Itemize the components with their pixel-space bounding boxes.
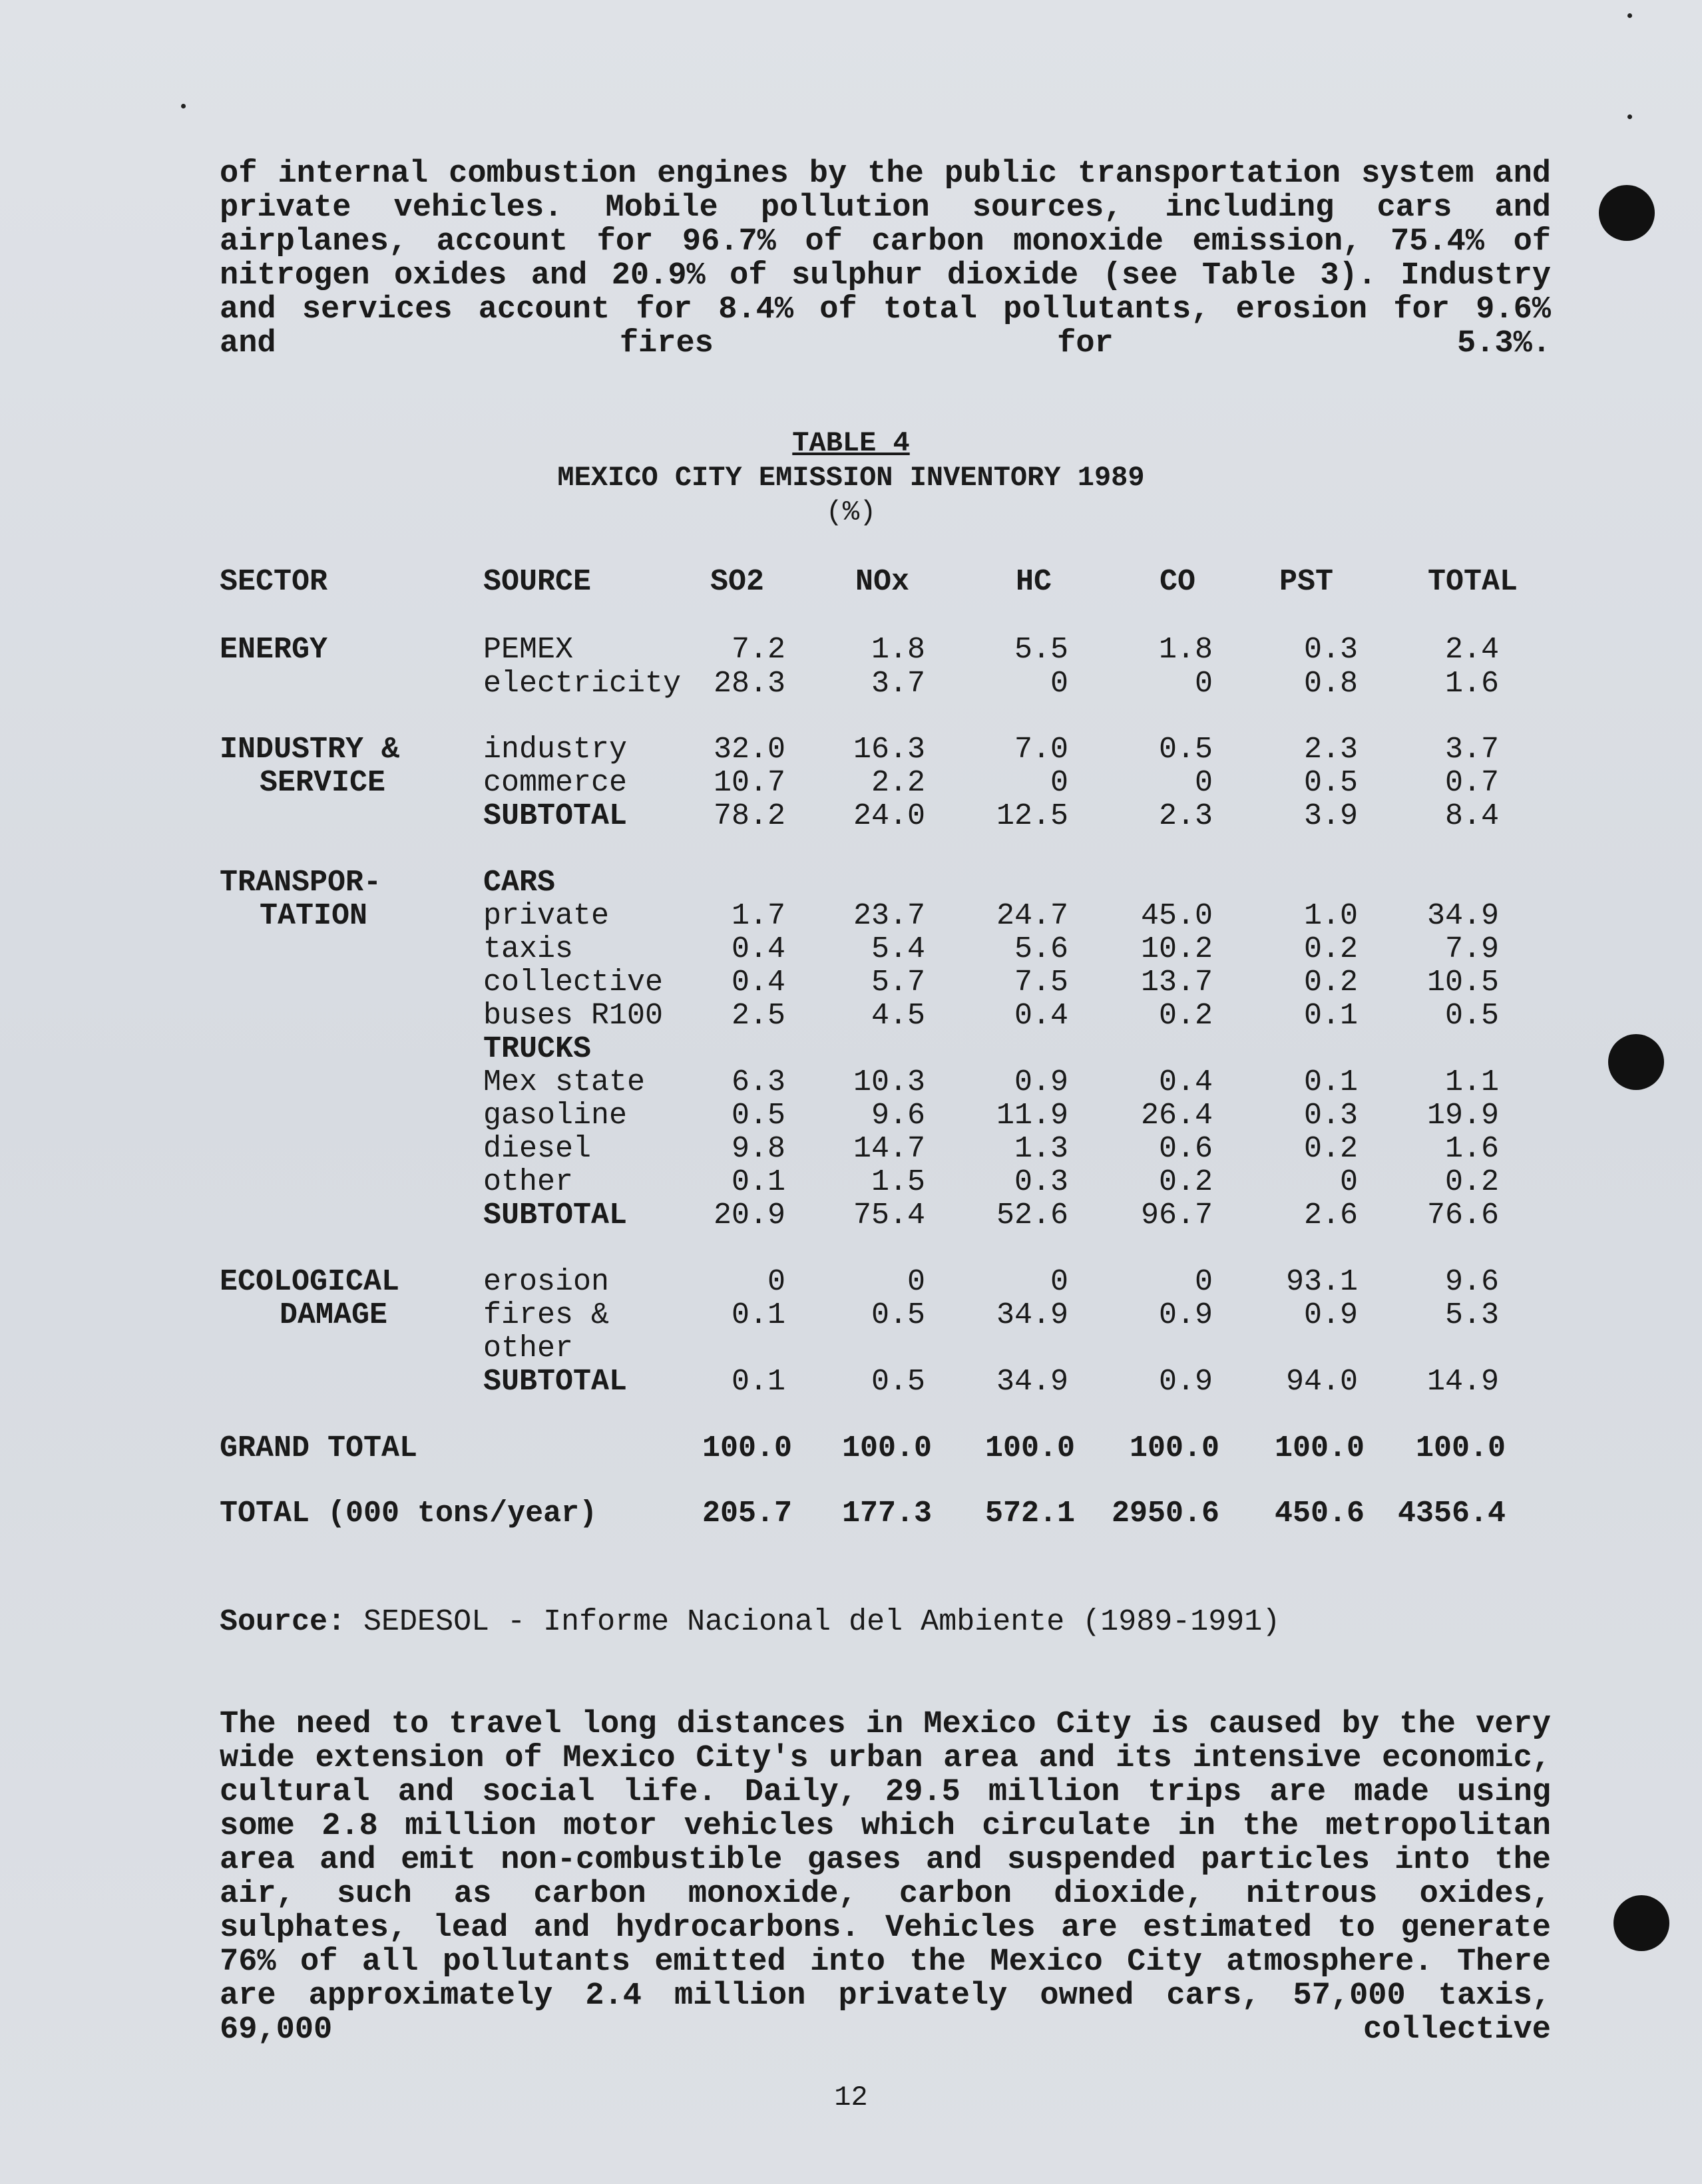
table-cell: 0.4 bbox=[1158, 1065, 1213, 1099]
table-cell: 100.0 bbox=[702, 1431, 792, 1465]
table-cell: 0.8 bbox=[1303, 667, 1358, 701]
table-cell: 34.9 bbox=[1426, 899, 1499, 933]
table-cell: 100.0 bbox=[1415, 1431, 1506, 1465]
page-number: 12 bbox=[834, 2082, 868, 2113]
sector-label: TATION bbox=[260, 899, 368, 933]
sector-label: ECOLOGICAL bbox=[220, 1265, 400, 1299]
table-cell: 5.4 bbox=[871, 932, 925, 966]
header-total: TOTAL bbox=[1427, 565, 1518, 599]
header-sector: SECTOR bbox=[220, 565, 328, 599]
table-cell: 7.9 bbox=[1444, 932, 1499, 966]
table-cell: 5.3 bbox=[1444, 1298, 1499, 1332]
table-cell: 10.3 bbox=[853, 1065, 925, 1099]
source-label: erosion bbox=[483, 1265, 610, 1299]
table-cell: 0 bbox=[1194, 667, 1213, 701]
table-cell: 7.5 bbox=[1014, 966, 1068, 1000]
sector-label: ENERGY bbox=[220, 633, 328, 667]
table-cell: 5.5 bbox=[1014, 633, 1068, 667]
table-cell: 0.9 bbox=[1014, 1065, 1068, 1099]
table-cell: 24.0 bbox=[853, 799, 925, 833]
table-cell: 0 bbox=[767, 1265, 785, 1299]
table-cell: 45.0 bbox=[1140, 899, 1213, 933]
table-cell: 0.5 bbox=[731, 1099, 785, 1133]
table-cell: 0.5 bbox=[1444, 999, 1499, 1033]
header-pst: PST bbox=[1279, 565, 1333, 599]
table-cell: 0.2 bbox=[1303, 966, 1358, 1000]
table-unit: (%) bbox=[825, 496, 877, 528]
table-cell: 100.0 bbox=[1129, 1431, 1219, 1465]
table-cell: 2.6 bbox=[1303, 1198, 1358, 1232]
table-cell: 0.2 bbox=[1158, 1165, 1213, 1199]
table-cell: 0 bbox=[907, 1265, 925, 1299]
table-cell: 0.3 bbox=[1014, 1165, 1068, 1199]
table-cell: 13.7 bbox=[1140, 966, 1213, 1000]
table-cell: 2.3 bbox=[1158, 799, 1213, 833]
table-cell: 94.0 bbox=[1285, 1365, 1358, 1399]
table-cell: 3.9 bbox=[1303, 799, 1358, 833]
table-cell: 450.6 bbox=[1274, 1497, 1365, 1531]
table-cell: 32.0 bbox=[713, 733, 785, 767]
table-cell: 6.3 bbox=[731, 1065, 785, 1099]
table-cell: 5.7 bbox=[871, 966, 925, 1000]
table-cell: 0.1 bbox=[1303, 1065, 1358, 1099]
table-cell: 0.7 bbox=[1444, 766, 1499, 800]
source-label: CARS bbox=[483, 866, 556, 900]
table-cell: 7.2 bbox=[731, 633, 785, 667]
table-cell: 2.5 bbox=[731, 999, 785, 1033]
table-cell: 0.1 bbox=[1303, 999, 1358, 1033]
sector-label: INDUSTRY & bbox=[220, 733, 400, 767]
table-cell: 0 bbox=[1339, 1165, 1358, 1199]
table-cell: 34.9 bbox=[996, 1298, 1068, 1332]
table-title: MEXICO CITY EMISSION INVENTORY 1989 bbox=[557, 462, 1145, 494]
table-cell: 1.6 bbox=[1444, 667, 1499, 701]
table-cell: 9.8 bbox=[731, 1132, 785, 1166]
source-label: PEMEX bbox=[483, 633, 574, 667]
table-cell: 0.5 bbox=[871, 1365, 925, 1399]
table-cell: 8.4 bbox=[1444, 799, 1499, 833]
source-text: SEDESOL - Informe Nacional del Ambiente (1989-1991) bbox=[363, 1605, 1281, 1639]
source-label: TRUCKS bbox=[483, 1032, 592, 1066]
table-cell: 0 bbox=[1194, 1265, 1213, 1299]
table-cell: 0.9 bbox=[1158, 1298, 1213, 1332]
table-cell: 100.0 bbox=[841, 1431, 932, 1465]
table-cell: 0.1 bbox=[731, 1365, 785, 1399]
table-cell: 5.6 bbox=[1014, 932, 1068, 966]
table-cell: 0.9 bbox=[1303, 1298, 1358, 1332]
sector-label: DAMAGE bbox=[280, 1298, 388, 1332]
source-label: diesel bbox=[483, 1132, 592, 1166]
source-label: other bbox=[483, 1332, 574, 1365]
source-label: Mex state bbox=[483, 1065, 646, 1099]
source-label: SUBTOTAL bbox=[483, 1198, 628, 1232]
table-label: TABLE 4 bbox=[792, 427, 910, 459]
punch-hole-top bbox=[1599, 185, 1655, 241]
source-label: collective bbox=[483, 966, 664, 1000]
table-cell: 1.1 bbox=[1444, 1065, 1499, 1099]
table-cell: 9.6 bbox=[1444, 1265, 1499, 1299]
table-cell: 0.2 bbox=[1303, 1132, 1358, 1166]
table-cell: 0.9 bbox=[1158, 1365, 1213, 1399]
scan-speck bbox=[181, 104, 186, 108]
table-cell: 7.0 bbox=[1014, 733, 1068, 767]
table-cell: 14.9 bbox=[1426, 1365, 1499, 1399]
table-cell: 2.3 bbox=[1303, 733, 1358, 767]
table-cell: 0.3 bbox=[1303, 633, 1358, 667]
table-cell: 0.2 bbox=[1444, 1165, 1499, 1199]
table-cell: 76.6 bbox=[1426, 1198, 1499, 1232]
table-cell: 0 bbox=[1194, 766, 1213, 800]
table-cell: 19.9 bbox=[1426, 1099, 1499, 1133]
table-cell: 0.6 bbox=[1158, 1132, 1213, 1166]
scan-speck bbox=[1627, 13, 1632, 18]
source-label: Source: bbox=[220, 1605, 346, 1639]
table-cell: 10.7 bbox=[713, 766, 785, 800]
table-cell: 0 bbox=[1050, 1265, 1068, 1299]
table-cell: 3.7 bbox=[871, 667, 925, 701]
table-cell: 34.9 bbox=[996, 1365, 1068, 1399]
source-label: fires & bbox=[483, 1298, 610, 1332]
source-label: gasoline bbox=[483, 1099, 628, 1133]
table-cell: 78.2 bbox=[713, 799, 785, 833]
table-cell: 20.9 bbox=[713, 1198, 785, 1232]
table-cell: 26.4 bbox=[1140, 1099, 1213, 1133]
table-cell: 0.4 bbox=[731, 966, 785, 1000]
table-cell: 16.3 bbox=[853, 733, 925, 767]
source-label: private bbox=[483, 899, 610, 933]
table-cell: 0 bbox=[1050, 766, 1068, 800]
source-label: commerce bbox=[483, 766, 628, 800]
table-cell: 12.5 bbox=[996, 799, 1068, 833]
table-cell: 0.2 bbox=[1303, 932, 1358, 966]
header-so2: SO2 bbox=[710, 565, 764, 599]
table-cell: 0.4 bbox=[1014, 999, 1068, 1033]
table-cell: 0.5 bbox=[1303, 766, 1358, 800]
header-source: SOURCE bbox=[483, 565, 592, 599]
table-cell: 572.1 bbox=[984, 1497, 1075, 1531]
table-cell: 93.1 bbox=[1285, 1265, 1358, 1299]
table-cell: 0.4 bbox=[731, 932, 785, 966]
table-cell: 1.3 bbox=[1014, 1132, 1068, 1166]
sector-label: TOTAL (000 tons/year) bbox=[220, 1497, 598, 1531]
table-cell: 96.7 bbox=[1140, 1198, 1213, 1232]
sector-label: GRAND TOTAL bbox=[220, 1431, 418, 1465]
sector-label: SERVICE bbox=[260, 766, 386, 800]
table-cell: 1.0 bbox=[1303, 899, 1358, 933]
source-label: SUBTOTAL bbox=[483, 799, 628, 833]
table-cell: 1.5 bbox=[871, 1165, 925, 1199]
source-label: electricity bbox=[483, 667, 682, 701]
table-cell: 177.3 bbox=[841, 1497, 932, 1531]
table-cell: 1.8 bbox=[871, 633, 925, 667]
sector-label: TRANSPOR- bbox=[220, 866, 382, 900]
source-label: buses R100 bbox=[483, 999, 664, 1033]
table-cell: 10.2 bbox=[1140, 932, 1213, 966]
source-citation bbox=[220, 1605, 1280, 1639]
table-cell: 0.3 bbox=[1303, 1099, 1358, 1133]
table-cell: 0.5 bbox=[1158, 733, 1213, 767]
header-nox: NOx bbox=[855, 565, 909, 599]
intro-paragraph: of internal combustion engines by the public transportation system and private vehicles. Mobile pollution sources, including cars and airplanes, account for 96.7% of carbon monoxide emission, 75.4% of nitrogen oxides and 20.9% of sulphur dioxide (see Table 3). Industry and services account for 8.4% of total pollutants, erosion for 9.6% and fires for 5.3%. bbox=[220, 156, 1551, 361]
table-cell: 3.7 bbox=[1444, 733, 1499, 767]
table-cell: 9.6 bbox=[871, 1099, 925, 1133]
source-label: other bbox=[483, 1165, 574, 1199]
table-cell: 100.0 bbox=[1274, 1431, 1365, 1465]
table-cell: 2.4 bbox=[1444, 633, 1499, 667]
table-cell: 2950.6 bbox=[1111, 1497, 1219, 1531]
table-cell: 4.5 bbox=[871, 999, 925, 1033]
table-cell: 23.7 bbox=[853, 899, 925, 933]
table-cell: 0 bbox=[1050, 667, 1068, 701]
table-cell: 1.8 bbox=[1158, 633, 1213, 667]
table-cell: 28.3 bbox=[713, 667, 785, 701]
table-cell: 1.6 bbox=[1444, 1132, 1499, 1166]
table-cell: 0.5 bbox=[871, 1298, 925, 1332]
table-cell: 0.1 bbox=[731, 1165, 785, 1199]
header-hc: HC bbox=[1015, 565, 1052, 599]
scan-speck bbox=[1627, 114, 1632, 119]
source-label: taxis bbox=[483, 932, 574, 966]
source-label: SUBTOTAL bbox=[483, 1365, 628, 1399]
table-cell: 0.2 bbox=[1158, 999, 1213, 1033]
table-cell: 75.4 bbox=[853, 1198, 925, 1232]
table-cell: 205.7 bbox=[702, 1497, 792, 1531]
table-cell: 0.1 bbox=[731, 1298, 785, 1332]
source-label: industry bbox=[483, 733, 628, 767]
table-cell: 14.7 bbox=[853, 1132, 925, 1166]
punch-hole-middle bbox=[1608, 1034, 1664, 1090]
table-cell: 10.5 bbox=[1426, 966, 1499, 1000]
table-cell: 24.7 bbox=[996, 899, 1068, 933]
table-cell: 100.0 bbox=[984, 1431, 1075, 1465]
table-cell: 4356.4 bbox=[1397, 1497, 1506, 1531]
closing-paragraph: The need to travel long distances in Mexico City is caused by the very wide extension of Mexico City's urban area and its intensive economic, cultural and social life. Daily, 29.5 million trips are made using some 2.8 million motor vehicles which circulate in the metropolitan area and emit non-combustible gases and suspended particles into the air, such as carbon monoxide, carbon dioxide, nitrous oxides, sulphates, lead and hydrocarbons. Vehicles are estimated to generate 76% of all pollutants emitted into the Mexico City atmosphere. There are approximately 2.4 million privately owned cars, 57,000 taxis, 69,000 collective bbox=[220, 1707, 1551, 2048]
header-co: CO bbox=[1159, 565, 1195, 599]
table-cell: 11.9 bbox=[996, 1099, 1068, 1133]
punch-hole-bottom bbox=[1613, 1895, 1669, 1951]
table-cell: 1.7 bbox=[731, 899, 785, 933]
table-cell: 52.6 bbox=[996, 1198, 1068, 1232]
table-cell: 2.2 bbox=[871, 766, 925, 800]
